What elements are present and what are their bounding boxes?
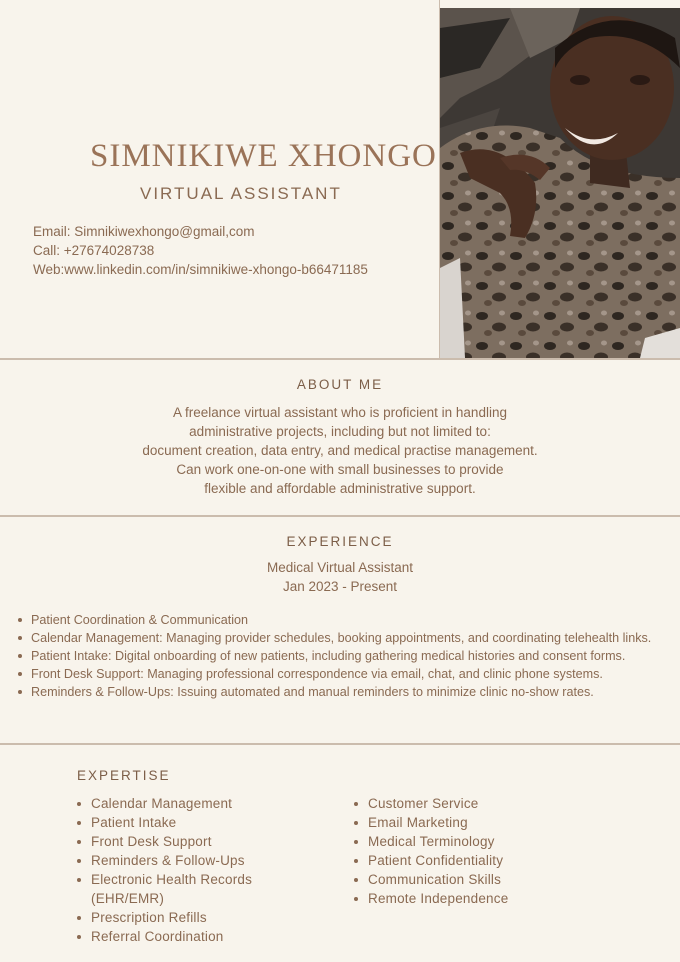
list-item (77, 870, 307, 908)
skill-text: Patient Intake (91, 815, 177, 830)
skill-text: Customer Service (368, 796, 479, 811)
section-divider (0, 515, 680, 517)
bullet-icon (77, 859, 81, 863)
contact-web: Web:www.linkedin.com/in/simnikiwe-xhongo-b66471185 (33, 262, 368, 277)
list-item (77, 851, 307, 870)
skill-text: Medical Terminology (368, 834, 495, 849)
experience-heading: EXPERIENCE (286, 534, 394, 549)
job-title: VIRTUAL ASSISTANT (140, 184, 342, 203)
candidate-name: SIMNIKIWE XHONGO (90, 138, 437, 174)
bullet-icon (354, 859, 358, 863)
list-item (354, 889, 594, 908)
list-item (77, 794, 307, 813)
bullet-icon (354, 821, 358, 825)
list-item (77, 832, 307, 851)
bullet-icon (354, 878, 358, 882)
about-heading: ABOUT ME (296, 377, 384, 392)
expertise-heading: EXPERTISE (77, 768, 171, 783)
about-line: flexible and affordable administrative support. (204, 481, 476, 496)
list-item (77, 927, 307, 946)
list-item (18, 683, 678, 701)
bullet-text: Calendar Management: Managing provider schedules, booking appointments, and coordinating telehealth links. (31, 631, 652, 645)
experience-role: Medical Virtual Assistant (266, 560, 414, 575)
bullet-text: Reminders & Follow-Ups: Issuing automated and manual reminders to minimize clinic no-show rates. (31, 685, 594, 699)
bullet-icon (77, 935, 81, 939)
list-item (77, 813, 307, 832)
section-divider (0, 358, 680, 360)
bullet-icon (18, 636, 22, 640)
experience-bullets (18, 611, 678, 701)
bullet-icon (77, 821, 81, 825)
skill-text: Electronic Health Records (EHR/EMR) (91, 872, 253, 906)
list-item (77, 908, 307, 927)
skill-text: Reminders & Follow-Ups (91, 853, 245, 868)
skill-text: Front Desk Support (91, 834, 212, 849)
bullet-icon (77, 802, 81, 806)
list-item (18, 611, 678, 629)
list-item (18, 665, 678, 683)
contact-email: Email: Simnikiwexhongo@gmail,com (33, 224, 255, 239)
expertise-list-right (354, 794, 594, 908)
bullet-text: Patient Intake: Digital onboarding of new patients, including gathering medical histories and consent forms. (31, 649, 626, 663)
expertise-list-left (77, 794, 307, 946)
bullet-icon (354, 897, 358, 901)
bullet-icon (354, 802, 358, 806)
bullet-icon (77, 840, 81, 844)
skill-text: Referral Coordination (91, 929, 224, 944)
list-item (354, 813, 594, 832)
bullet-icon (18, 690, 22, 694)
about-line: document creation, data entry, and medical practise management. (142, 443, 538, 458)
section-divider (0, 743, 680, 745)
list-item (354, 832, 594, 851)
contact-block (33, 222, 368, 279)
list-item (18, 647, 678, 665)
list-item (354, 870, 594, 889)
about-line: administrative projects, including but not limited to: (189, 424, 491, 439)
skill-text: Email Marketing (368, 815, 468, 830)
skill-text: Remote Independence (368, 891, 509, 906)
about-text (90, 403, 590, 498)
skill-text: Communication Skills (368, 872, 502, 887)
bullet-text: Front Desk Support: Managing professional correspondence via email, chat, and clinic phone systems. (31, 667, 603, 681)
skill-text: Calendar Management (91, 796, 233, 811)
list-item (18, 629, 678, 647)
contact-phone: Call: +27674028738 (33, 243, 155, 258)
list-item (354, 851, 594, 870)
skill-text: Patient Confidentiality (368, 853, 504, 868)
bullet-icon (18, 654, 22, 658)
about-line: A freelance virtual assistant who is proficient in handling (173, 405, 507, 420)
bullet-icon (77, 878, 81, 882)
profile-photo (440, 8, 680, 358)
bullet-icon (77, 916, 81, 920)
experience-dates: Jan 2023 - Present (282, 579, 398, 594)
bullet-icon (18, 672, 22, 676)
bullet-text: Patient Coordination & Communication (31, 613, 249, 627)
skill-text: Prescription Refills (91, 910, 207, 925)
bullet-icon (354, 840, 358, 844)
about-line: Can work one-on-one with small businesses to provide (176, 462, 504, 477)
bullet-icon (18, 618, 22, 622)
list-item (354, 794, 594, 813)
